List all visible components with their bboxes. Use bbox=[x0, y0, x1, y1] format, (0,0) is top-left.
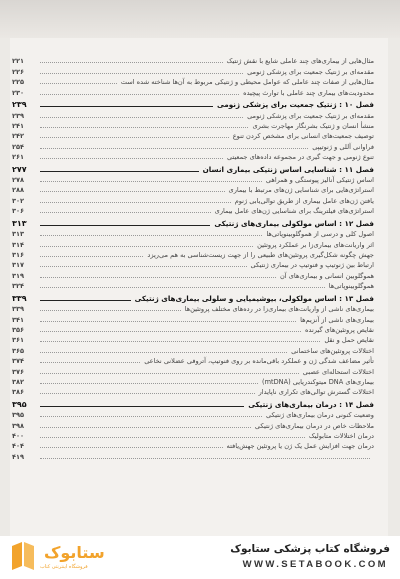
leader-line bbox=[40, 447, 223, 448]
toc-entry-row bbox=[10, 249, 376, 259]
toc-entry-row bbox=[10, 55, 376, 65]
toc-entry-title: مثال‌هایی از صفات چند عاملی که عوامل محیطی و ژنتیکی مربوط به آن‌ها شناخته شده است bbox=[120, 78, 374, 87]
chapter-title: فصل ۱۴ : درمان بیماری‌های ژنتیکی bbox=[248, 399, 374, 409]
toc-entry-row bbox=[10, 76, 376, 86]
page-number: ۳۶۱ bbox=[12, 336, 25, 345]
store-banner bbox=[0, 536, 400, 579]
page-number: ۲۳۹ bbox=[12, 111, 25, 120]
leader-line bbox=[40, 246, 253, 247]
leader-line bbox=[40, 341, 320, 342]
book-logo-icon bbox=[8, 540, 38, 572]
leader-line bbox=[40, 94, 239, 95]
toc-entry-row bbox=[10, 65, 376, 75]
page-number: ۳۱۶ bbox=[12, 251, 25, 260]
toc-entry-title: بیماری‌های ناشی از واریانت‌های بیماری‌زا در رده‌های مختلف پروتئین‌ها bbox=[184, 305, 374, 314]
page-number: ۳۹۵ bbox=[12, 411, 25, 420]
toc-entry-row bbox=[10, 140, 376, 150]
toc-entry-title: اصول کلی و درسی از هموگلوبینوپاتی‌ها bbox=[266, 230, 374, 239]
toc-entry-row bbox=[10, 440, 376, 450]
toc-entry-title: درمان اختلالات متابولیک bbox=[308, 432, 374, 441]
toc-entry-title: استراتژی‌های فیلترینگ برای شناسایی ژن‌های عامل بیماری bbox=[214, 207, 374, 216]
page-number: ۴۰۴ bbox=[12, 442, 25, 451]
toc-entry-title: مقدمه‌ای بر ژنتیک جمعیت برای پزشکی ژنومی bbox=[247, 111, 374, 120]
toc-entry-row bbox=[10, 86, 376, 96]
toc-entry-row bbox=[10, 174, 376, 184]
leader-line bbox=[40, 212, 211, 213]
leader-line bbox=[40, 62, 223, 63]
page-number: ۲۷۸ bbox=[12, 176, 25, 185]
page-number: ۳۸۲ bbox=[12, 377, 25, 386]
leader-line bbox=[40, 458, 370, 459]
leader-line bbox=[40, 191, 225, 192]
toc-entry-title: ارتباط بین ژنوتیپ و فنوتیپ در بیماری ژنتیکی bbox=[250, 261, 374, 270]
toc-entry-title: اختلالات گسترش توالی‌های تکراری ناپایدار bbox=[258, 388, 374, 397]
store-logo[interactable] bbox=[8, 540, 118, 576]
toc-entry-title: محدودیت‌های بیماری چند عاملی با توارث پیچیده bbox=[243, 88, 374, 97]
page-number: ۳۱۳ bbox=[12, 230, 25, 239]
page-number: ۳۴۱ bbox=[12, 315, 25, 324]
leader-line bbox=[40, 256, 143, 257]
toc-entry-title: اختلالات پروتئین‌های ساختمانی bbox=[291, 346, 374, 355]
chapter-heading-row bbox=[10, 290, 376, 303]
chapter-title: فصل ۱۰ : ژنتیک جمعیت برای پزشکی ژنومی bbox=[216, 100, 374, 110]
leader-line bbox=[40, 158, 223, 159]
page-number: ۲۴۲ bbox=[12, 132, 25, 141]
chapter-heading-row bbox=[10, 215, 376, 228]
leader-line bbox=[40, 287, 325, 288]
page-number: ۳۶۵ bbox=[12, 346, 25, 355]
toc-entry-row bbox=[10, 151, 376, 161]
logo-tagline: فروشگاه اینترنتی کتاب bbox=[40, 564, 88, 570]
leader-line bbox=[40, 383, 258, 384]
page-number: ۳۸۶ bbox=[12, 388, 25, 397]
leader-line bbox=[40, 117, 243, 118]
page-number: ۳۹۵ bbox=[12, 399, 27, 409]
page-number: ۴۰۰ bbox=[12, 432, 25, 441]
page-number: ۳۳۹ bbox=[12, 293, 27, 303]
leader-line bbox=[40, 437, 305, 438]
toc-entry-title: اثر واریانت‌های بیماری‌زا بر عملکرد پروتئین bbox=[257, 240, 374, 249]
toc-entry-row bbox=[10, 130, 376, 140]
leader-line bbox=[40, 137, 229, 138]
toc-entry-title: بیماری‌های ناشی از آنزیم‌ها bbox=[300, 315, 374, 324]
toc-entry-title: یافتن ژن‌های عامل بیماری از طریق توالی‌یابی ژنوم bbox=[234, 196, 374, 205]
toc-entry-row bbox=[10, 280, 376, 290]
table-of-contents bbox=[10, 55, 376, 461]
leader-line bbox=[40, 225, 210, 226]
leader-line bbox=[40, 266, 247, 267]
leader-line bbox=[40, 181, 262, 182]
page-number: ۳۵۶ bbox=[12, 325, 25, 334]
page-number: ۲۲۱ bbox=[12, 57, 25, 66]
toc-entry-title: اساس ژنتیکی آنالیز پیوستگی و همراهی bbox=[265, 176, 374, 185]
toc-entry-row bbox=[10, 430, 376, 440]
leader-line bbox=[40, 171, 199, 172]
page-number: ۲۴۱ bbox=[12, 121, 25, 130]
toc-entry-row bbox=[10, 365, 376, 375]
leader-line bbox=[40, 300, 131, 301]
toc-entry-title: جهش چگونه شکل‌گیری پروتئین‌های طبیعی را از جهت زیست‌شناسی به هم می‌ریزد bbox=[147, 251, 374, 260]
leader-line bbox=[40, 310, 181, 311]
toc-entry-title: تنوع ژنومی و جهت گیری در مجموعه داده‌های جمعیتی bbox=[226, 153, 374, 162]
page-number: ۳۱۷ bbox=[12, 261, 25, 270]
toc-entry-row bbox=[10, 269, 376, 279]
page-number: ۲۵۴ bbox=[12, 142, 25, 151]
toc-entry-title: نقایص پروتئین‌های گیرنده bbox=[305, 325, 374, 334]
page-number: ۴۱۹ bbox=[12, 452, 25, 461]
page-number: ۳۱۳ bbox=[12, 218, 27, 228]
toc-entry-row bbox=[10, 120, 376, 130]
toc-entry-title: منشأ انسان و ژنتیک بشر‌نگار مهاجرت بشری bbox=[252, 121, 374, 130]
toc-entry-title: استراتژی‌هایی برای شناسایی ژن‌های مرتبط با بیماری bbox=[228, 186, 374, 195]
page-number: ۲۳۰ bbox=[12, 88, 25, 97]
page-number: ۳۰۲ bbox=[12, 196, 25, 205]
leader-line bbox=[40, 83, 117, 84]
toc-entry-title: ملاحظات خاص در درمان بیماری‌های ژنتیکی bbox=[254, 421, 374, 430]
toc-entry-row bbox=[10, 344, 376, 354]
leader-line bbox=[40, 362, 140, 363]
toc-entry-row bbox=[10, 228, 376, 238]
store-url[interactable]: WWW.SETABOOK.COM bbox=[242, 559, 388, 570]
toc-entry-title: درمان جهت افزایش عمل یک ژن یا پروتئین جهش‌یافته bbox=[226, 442, 374, 451]
leader-line bbox=[40, 235, 262, 236]
page-number: ۲۸۸ bbox=[12, 186, 25, 195]
toc-entry-row bbox=[10, 419, 376, 429]
toc-entry-title: نقایص حمل و نقل bbox=[324, 336, 374, 345]
toc-entry-row bbox=[10, 109, 376, 119]
toc-entry-title: هموگلوبین انسانی و بیماری‌های آن bbox=[279, 271, 374, 280]
toc-entry-title: هموگلوبینوپاتی‌ها bbox=[328, 282, 374, 291]
toc-entry-row bbox=[10, 184, 376, 194]
page-number: ۲۲۶ bbox=[12, 67, 25, 76]
leader-line bbox=[40, 427, 251, 428]
toc-entry-title: وضعیت کنونی درمان بیماری‌های ژنتیکی bbox=[266, 411, 374, 420]
leader-line bbox=[40, 352, 287, 353]
toc-entry-row bbox=[10, 303, 376, 313]
toc-entry-row bbox=[10, 376, 376, 386]
logo-wordmark: ستابوک bbox=[44, 543, 105, 562]
chapter-heading-row bbox=[10, 161, 376, 174]
chapter-title: فصل ۱۱ : شناسایی اساس ژنتیکی بیماری انسان bbox=[202, 164, 374, 174]
toc-entry-row bbox=[10, 386, 376, 396]
page-number: ۳۰۶ bbox=[12, 207, 25, 216]
leader-line bbox=[40, 331, 301, 332]
toc-entry-row bbox=[10, 194, 376, 204]
toc-entry-row bbox=[10, 205, 376, 215]
toc-entry-title: بیماری‌های DNA میتوکندریایی (mtDNA) bbox=[261, 377, 374, 386]
toc-entry-row bbox=[10, 259, 376, 269]
page-number: ۳۱۴ bbox=[12, 240, 25, 249]
page-number: ۲۲۵ bbox=[12, 78, 25, 87]
page-number: ۳۷۴ bbox=[12, 357, 25, 366]
toc-entry-title: تأثیر مضاعف شدگی ژن و عملکرد باقی‌مانده بر روی فنوتیپ، آتروفی عضلانی نخاعی bbox=[144, 357, 374, 366]
page-number: ۳۹۸ bbox=[12, 421, 25, 430]
toc-entry-title: توصیف جمعیت‌های انسانی برای مشخص کردن تنوع bbox=[232, 132, 374, 141]
leader-line bbox=[40, 148, 308, 149]
toc-entry-row bbox=[10, 409, 376, 419]
toc-entry-row bbox=[10, 450, 376, 460]
page-top-edge bbox=[0, 0, 400, 38]
page-number: ۲۶۱ bbox=[12, 153, 25, 162]
toc-entry-row bbox=[10, 313, 376, 323]
leader-line bbox=[40, 416, 262, 417]
leader-line bbox=[40, 277, 276, 278]
store-name: فروشگاه کتاب پزشکی ستابوک bbox=[230, 543, 390, 555]
toc-entry-row bbox=[10, 334, 376, 344]
leader-line bbox=[40, 373, 299, 374]
toc-entry-row bbox=[10, 238, 376, 248]
toc-entry-row bbox=[10, 355, 376, 365]
page-number: ۳۷۶ bbox=[12, 367, 25, 376]
chapter-title: فصل ۱۳ : اساس مولکولی، بیوشیمیایی و سلولی بیماری‌های ژنتیکی bbox=[134, 293, 374, 303]
page-number: ۳۲۴ bbox=[12, 282, 25, 291]
toc-entry-row bbox=[10, 324, 376, 334]
toc-entry-title: اختلالات استحاله‌ای عصبی bbox=[302, 367, 374, 376]
leader-line bbox=[40, 321, 296, 322]
page-number: ۳۱۹ bbox=[12, 271, 25, 280]
chapter-heading-row bbox=[10, 396, 376, 409]
leader-line bbox=[40, 127, 248, 128]
leader-line bbox=[40, 393, 255, 394]
toc-entry-title: فراوانی آللی و ژنوتیپی bbox=[312, 142, 374, 151]
toc-entry-title: مقدمه‌ای بر ژنتیک جمعیت برای پزشکی ژنومی bbox=[247, 67, 374, 76]
page-number: ۲۷۷ bbox=[12, 164, 27, 174]
leader-line bbox=[40, 406, 244, 407]
page-number: ۲۳۹ bbox=[12, 100, 27, 110]
page-number: ۳۳۹ bbox=[12, 305, 25, 314]
leader-line bbox=[40, 73, 243, 74]
chapter-title: فصل ۱۲ : اساس مولکولی بیماری‌های ژنتیکی bbox=[214, 218, 374, 228]
chapter-heading-row bbox=[10, 97, 376, 110]
leader-line bbox=[40, 106, 213, 107]
toc-entry-title: مثال‌هایی از بیماری‌های چند عاملی شایع با نقش ژنتیک bbox=[226, 57, 374, 66]
leader-line bbox=[40, 202, 231, 203]
